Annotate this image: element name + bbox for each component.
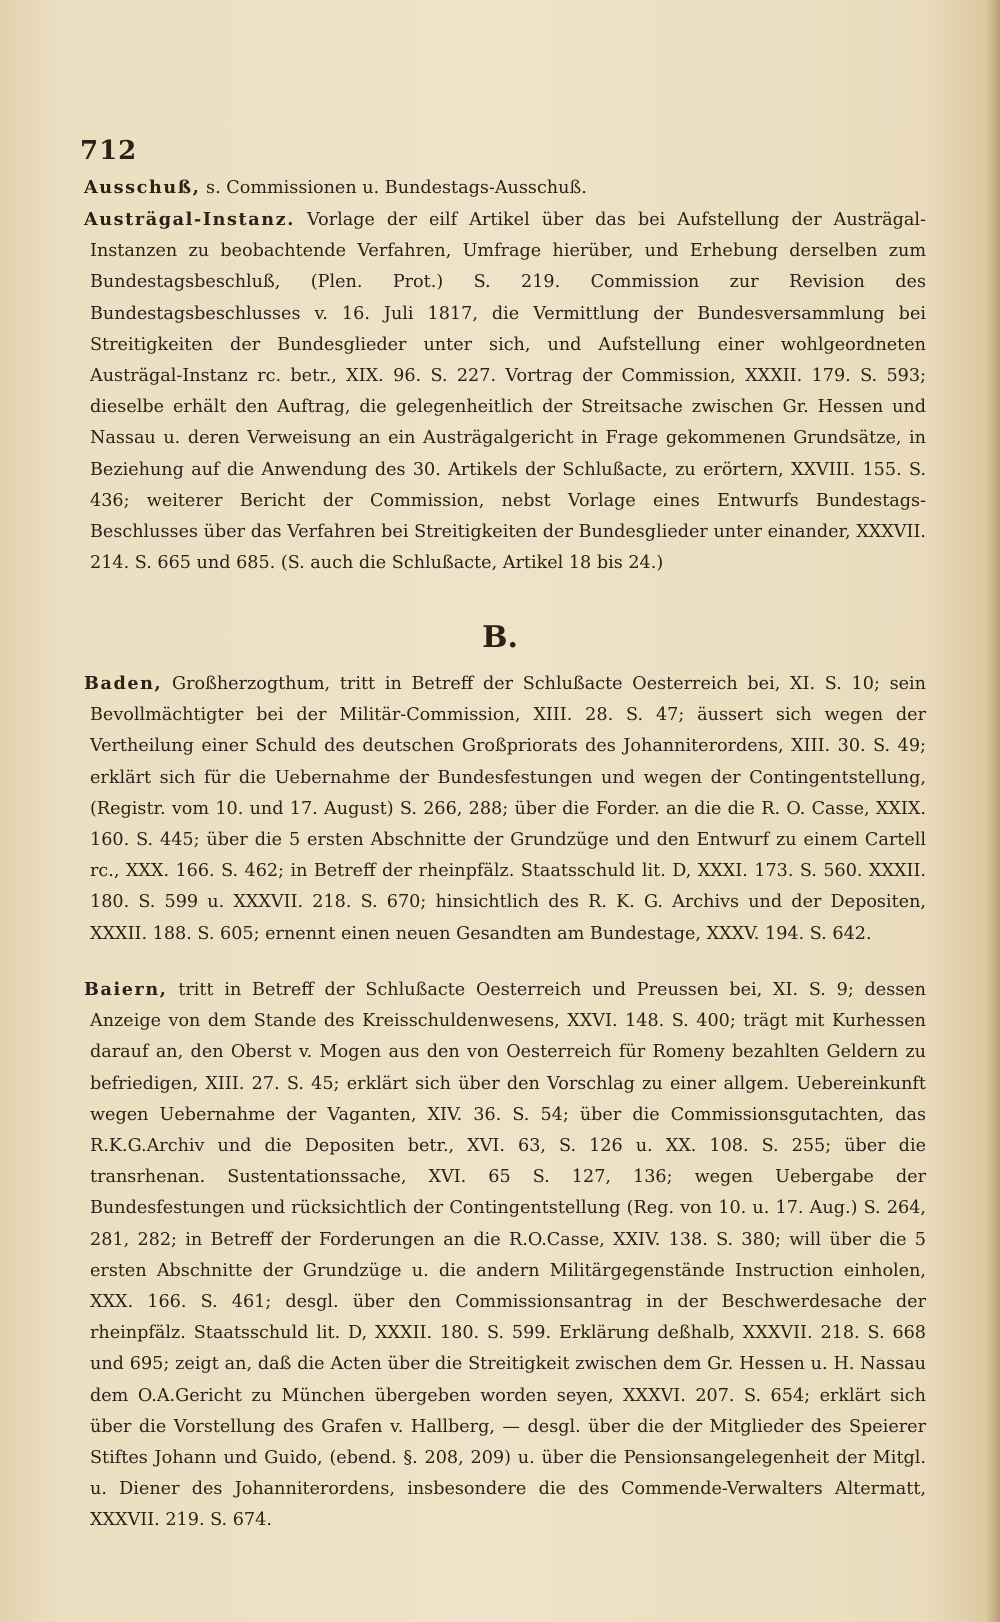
entry-headword: Austrägal-Instanz. bbox=[84, 209, 295, 230]
entry-text: tritt in Betreff der Schlußacte Oesterreich und Preussen bei, XI. S. 9; dessen Anzeige von dem Stande des Kreisschuldenwesens, XXVI. 148. S. 400; trägt mit Kurhessen darauf an, den Oberst v. Mogen aus den von Oesterreich für Romeny bezahlten Geldern zu befriedigen, XIII. 27. S. 45; erklärt sich über den Vorschlag zu einer allgem. Uebereinkunft wegen Uebernahme der Vaganten, XIV. 36. S. 54; über die Commissionsgutachten, das R.K.G.Archiv und die Depositen betr., XVI. 63, S. 126 u. XX. 108. S. 255; über die transrhenan. Sustentationssache, XVI. 65 S. 127, 136; wegen Uebergabe der Bundesfestungen und rücksichtlich der Contingentstellung (Reg. von 10. u. 17. Aug.) S. 264, 281, 282; in Betreff der Forderungen an die R.O.Casse, XXIV. 138. S. 380; will über die 5 ersten Abschnitte der Grundzüge u. die andern Militärgegenstände Instruction einholen, XXX. 166. S. 461; desgl. über den Commissionsantrag in der Beschwerdesache der rheinpfälz. Staatsschuld lit. D, XXXII. 180. S. 599. Erklärung deßhalb, XXXVII. 218. S. 668 und 695; zeigt an, daß die Acten über die Streitigkeit zwischen dem Gr. Hessen u. H. Nassau dem O.A.Gericht zu München übergeben worden seyen, XXXVI. 207. S. 654; erklärt sich über die Vorstellung des Grafen v. Hallberg, — desgl. über die der Mitglieder des Speierer Stiftes Johann und Guido, (ebend. §. 208, 209) u. über die Pensionsangelegenheit der Mitgl. u. Diener des Johanniterordens, insbesondere die des Commende-Verwalters Altermatt, XXXVII. 219. S. 674. bbox=[90, 980, 926, 1531]
page-number: 712 bbox=[80, 136, 138, 166]
entry-baiern bbox=[84, 974, 926, 1537]
entry-baden bbox=[84, 668, 926, 950]
entry-text: s. Commissionen u. Bundestags-Ausschuß. bbox=[200, 178, 587, 198]
page-edge-shadow bbox=[986, 0, 1000, 1622]
entry-text: Vorlage der eilf Artikel über das bei Aufstellung der Austrägal-Instanzen zu beobachtende Verfahren, Umfrage hierüber, und Erhebung derselben zum Bundestagsbeschluß, (Plen. Prot.) S. 219. Commission zur Revision des Bundestagsbeschlusses v. 16. Juli 1817, die Vermittlung der Bundesversammlung bei Streitigkeiten der Bundesglieder unter sich, und Aufstellung einer wohlgeordneten Austrägal-Instanz rc. betr., XIX. 96. S. 227. Vortrag der Commission, XXXII. 179. S. 593; dieselbe erhält den Auftrag, die gelegenheitlich der Streitsache zwischen Gr. Hessen und Nassau u. deren Verweisung an ein Austrägalgericht in Frage gekommenen Grundsätze, in Beziehung auf die Anwendung des 30. Artikels der Schlußacte, zu erörtern, XXVIII. 155. S. 436; weiterer Bericht der Commission, nebst Vorlage eines Entwurfs Bundestags-Beschlusses über das Verfahren bei Streitigkeiten der Bundesglieder unter einander, XXXVII. 214. S. 665 und 685. (S. auch die Schlußacte, Artikel 18 bis 24.) bbox=[90, 210, 926, 574]
entry-headword: Ausschuß, bbox=[84, 177, 201, 198]
section-letter: B. bbox=[482, 620, 518, 655]
entry-headword: Baiern, bbox=[84, 979, 168, 1000]
entry-austraegal-instanz bbox=[84, 204, 926, 579]
entry-text: Großherzogthum, tritt in Betreff der Schlußacte Oesterreich bei, XI. S. 10; sein Bevollmächtigter bei der Militär-Commission, XIII. 28. S. 47; äussert sich wegen der Vertheilung einer Schuld des deutschen Großpriorats des Johanniterordens, XIII. 30. S. 49; erklärt sich für die Uebernahme der Bundesfestungen und wegen der Contingentstellung, (Registr. vom 10. und 17. August) S. 266, 288; über die Forder. an die die R. O. Casse, XXIX. 160. S. 445; über die 5 ersten Abschnitte der Grundzüge und den Entwurf zu einem Cartell rc., XXX. 166. S. 462; in Betreff der rheinpfälz. Staatsschuld lit. D, XXXI. 173. S. 560. XXXII. 180. S. 599 u. XXXVII. 218. S. 670; hinsichtlich des R. K. G. Archivs und der Depositen, XXXII. 188. S. 605; ernennt einen neuen Gesandten am Bundestage, XXXV. 194. S. 642. bbox=[90, 674, 926, 944]
entry-headword: Baden, bbox=[84, 673, 163, 694]
entry-ausschuss bbox=[84, 172, 926, 204]
